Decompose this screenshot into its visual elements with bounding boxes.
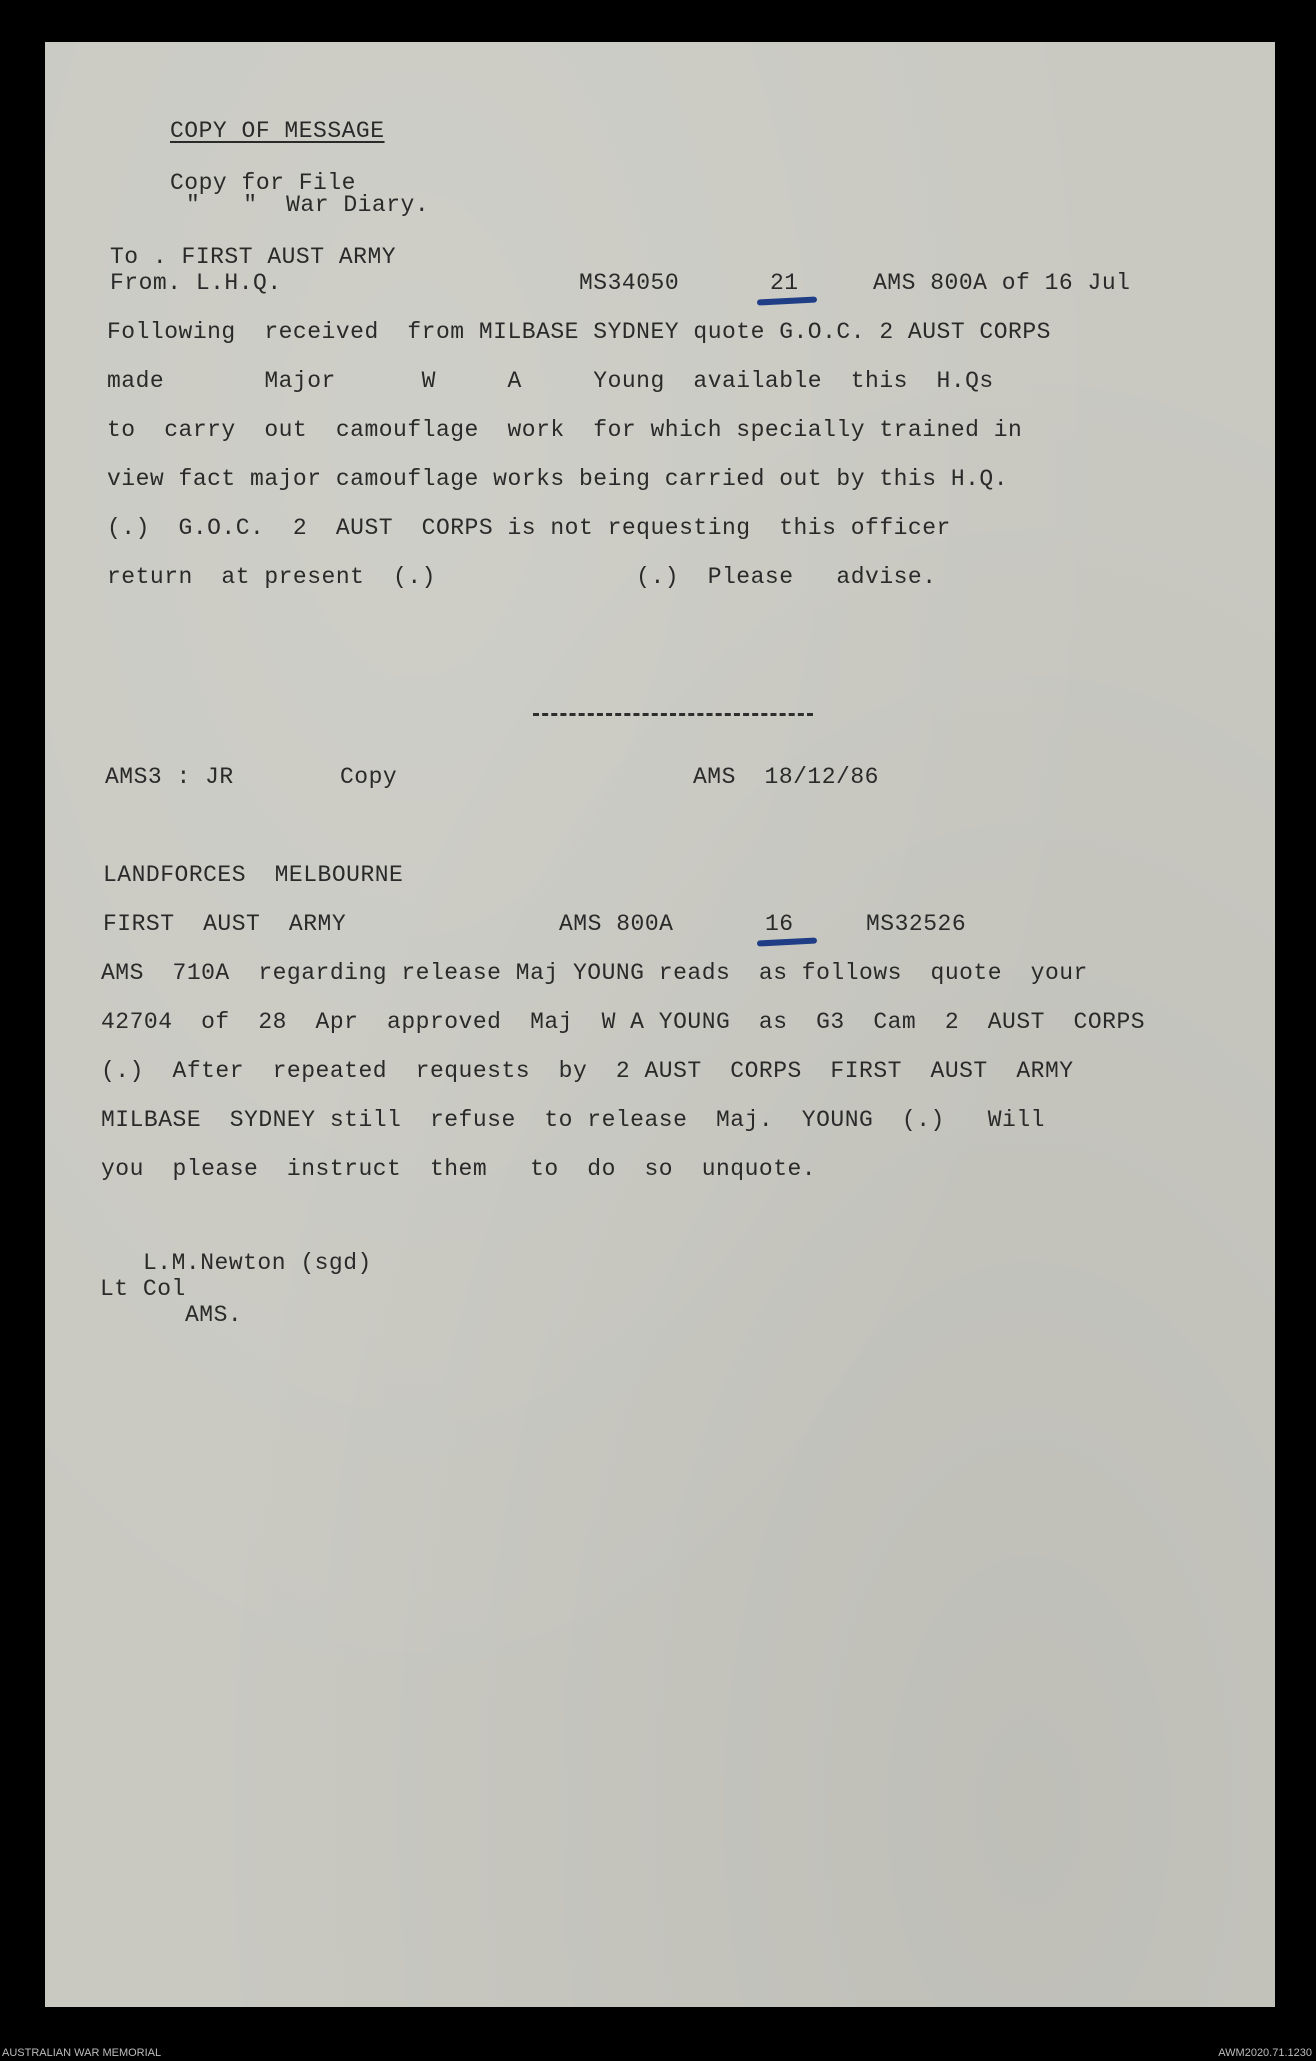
message1-line: made Major W A Young available this H.Qs <box>107 368 994 394</box>
pen-underline-mark <box>757 296 817 305</box>
message1-ams-ref: AMS 800A of 16 Jul <box>873 270 1131 296</box>
message1-line: return at present (.) (.) Please advise. <box>107 564 937 590</box>
copy-line-label: Copy <box>340 764 398 790</box>
message1-to: To . FIRST AUST ARMY <box>110 244 397 270</box>
copy-for-file: Copy for File <box>170 170 356 196</box>
message1-day: 21 <box>770 270 799 296</box>
message1-line: to carry out camouflage work for which specially trained in <box>107 417 1023 443</box>
message2-line: (.) After repeated requests by 2 AUST CORPS FIRST AUST ARMY <box>101 1058 1074 1084</box>
message2-from: FIRST AUST ARMY <box>103 911 347 937</box>
message2-ref: MS32526 <box>866 911 967 937</box>
document-title: COPY OF MESSAGE <box>170 118 385 144</box>
message2-ams-ref: AMS 800A <box>559 911 674 937</box>
divider-rule <box>533 713 813 726</box>
signature-name: L.M.Newton (sgd) <box>143 1250 372 1276</box>
footer-institution: AUSTRALIAN WAR MEMORIAL <box>2 2047 162 2059</box>
message2-day: 16 <box>765 911 794 937</box>
message2-line: AMS 710A regarding release Maj YOUNG reads as follows quote your <box>101 960 1088 986</box>
copy-for-war-diary: " " War Diary. <box>186 192 430 218</box>
message1-line: view fact major camouflage works being carried out by this H.Q. <box>107 466 1009 492</box>
copy-line-date: AMS 18/12/86 <box>693 764 879 790</box>
copy-line-ref: AMS3 : JR <box>105 764 234 790</box>
footer-accession-number: AWM2020.71.1230 <box>1218 2047 1312 2059</box>
signature-rank: Lt Col <box>100 1276 186 1302</box>
message2-line: you please instruct them to do so unquote. <box>101 1156 817 1182</box>
document-page <box>45 42 1275 2007</box>
message1-line: Following received from MILBASE SYDNEY quote G.O.C. 2 AUST CORPS <box>107 319 1051 345</box>
message1-from: From. L.H.Q. <box>110 270 282 296</box>
message2-to: LANDFORCES MELBOURNE <box>103 862 404 888</box>
signature-unit: AMS. <box>185 1302 243 1328</box>
message2-line: MILBASE SYDNEY still refuse to release Maj. YOUNG (.) Will <box>101 1107 1045 1133</box>
message1-ref: MS34050 <box>579 270 680 296</box>
pen-underline-mark <box>757 937 817 946</box>
message1-line: (.) G.O.C. 2 AUST CORPS is not requesting this officer <box>107 515 951 541</box>
message2-line: 42704 of 28 Apr approved Maj W A YOUNG as G3 Cam 2 AUST CORPS <box>101 1009 1146 1035</box>
